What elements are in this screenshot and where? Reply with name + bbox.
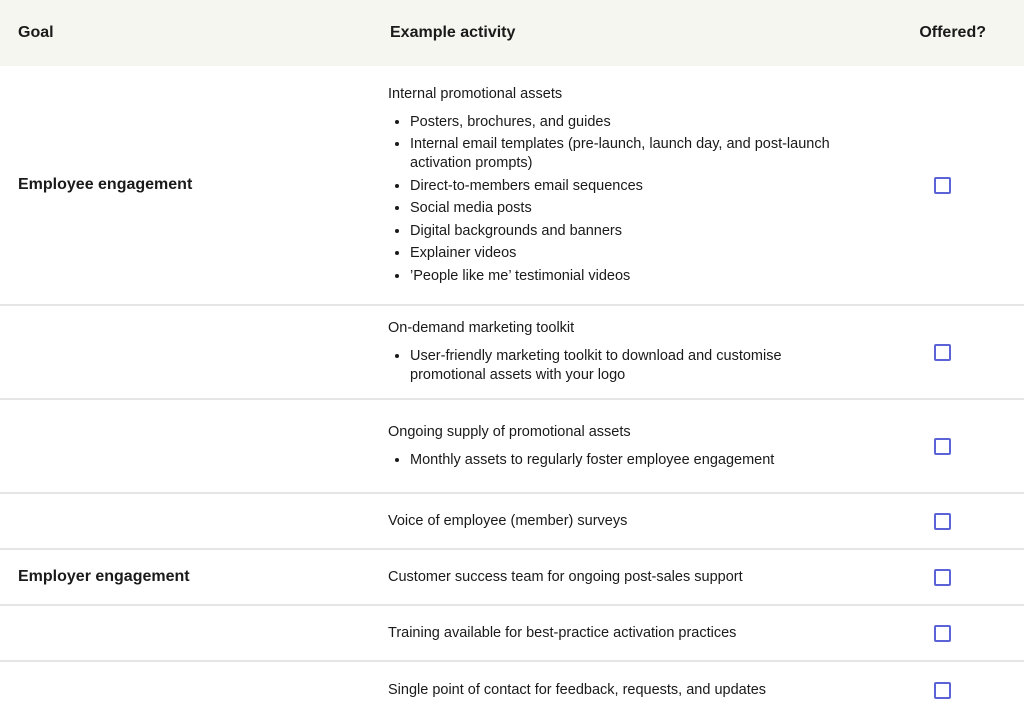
goal-cell: Employee engagement bbox=[18, 176, 193, 193]
activity-title: Voice of employee (member) surveys bbox=[388, 512, 628, 529]
activity-title: Ongoing supply of promotional assets bbox=[388, 423, 631, 440]
activity-list bbox=[388, 113, 830, 286]
offered-cell bbox=[934, 662, 951, 718]
activity-cell bbox=[388, 550, 858, 604]
list-item: • Internal email templates (pre-launch, launch day, and post-launch activation prompts) bbox=[410, 135, 830, 173]
table-row bbox=[0, 606, 1024, 662]
header-example-activity: Example activity bbox=[390, 24, 516, 41]
activity-title: Training available for best-practice activation practices bbox=[388, 624, 737, 641]
activity-cell bbox=[388, 306, 858, 398]
table-row bbox=[0, 550, 1024, 606]
offered-cell bbox=[934, 494, 951, 548]
list-item: • Monthly assets to regularly foster employee engagement bbox=[410, 451, 830, 470]
offered-cell bbox=[934, 606, 951, 660]
table-row bbox=[0, 66, 1024, 306]
goal-cell: Employer engagement bbox=[18, 568, 190, 585]
list-item: • Explainer videos bbox=[410, 244, 830, 263]
activity-title: Internal promotional assets bbox=[388, 85, 563, 102]
activity-list bbox=[388, 347, 830, 385]
offered-checkbox[interactable] bbox=[934, 569, 951, 586]
offered-cell bbox=[934, 66, 951, 304]
offered-cell bbox=[934, 306, 951, 398]
list-item: • Digital backgrounds and banners bbox=[410, 222, 830, 241]
table-header bbox=[0, 0, 1024, 66]
table-row bbox=[0, 662, 1024, 718]
activity-cell bbox=[388, 400, 858, 492]
offered-checkbox[interactable] bbox=[934, 625, 951, 642]
offered-cell bbox=[934, 550, 951, 604]
activity-cell bbox=[388, 662, 858, 718]
offered-checkbox[interactable] bbox=[934, 438, 951, 455]
header-offered: Offered? bbox=[919, 24, 986, 41]
offered-checkbox[interactable] bbox=[934, 344, 951, 361]
table-row bbox=[0, 494, 1024, 550]
activity-cell bbox=[388, 494, 858, 548]
offered-checkbox[interactable] bbox=[934, 177, 951, 194]
activity-cell bbox=[388, 606, 858, 660]
offered-checkbox[interactable] bbox=[934, 682, 951, 699]
activity-title: Single point of contact for feedback, requests, and updates bbox=[388, 681, 767, 698]
header-goal: Goal bbox=[18, 24, 54, 41]
table-row bbox=[0, 400, 1024, 494]
table-row bbox=[0, 306, 1024, 400]
activity-title: On-demand marketing toolkit bbox=[388, 320, 575, 336]
table-body bbox=[0, 66, 1024, 718]
activity-title: Customer success team for ongoing post-sales support bbox=[388, 568, 743, 585]
list-item: • Social media posts bbox=[410, 199, 830, 218]
activity-cell bbox=[388, 66, 858, 304]
offered-cell bbox=[934, 400, 951, 492]
list-item: • Direct-to-members email sequences bbox=[410, 177, 830, 196]
list-item: • Posters, brochures, and guides bbox=[410, 113, 830, 132]
offered-checkbox[interactable] bbox=[934, 513, 951, 530]
list-item: • User-friendly marketing toolkit to download and customise promotional assets with your logo bbox=[410, 347, 830, 385]
list-item: • ’People like me’ testimonial videos bbox=[410, 267, 830, 286]
activity-list bbox=[388, 451, 830, 470]
